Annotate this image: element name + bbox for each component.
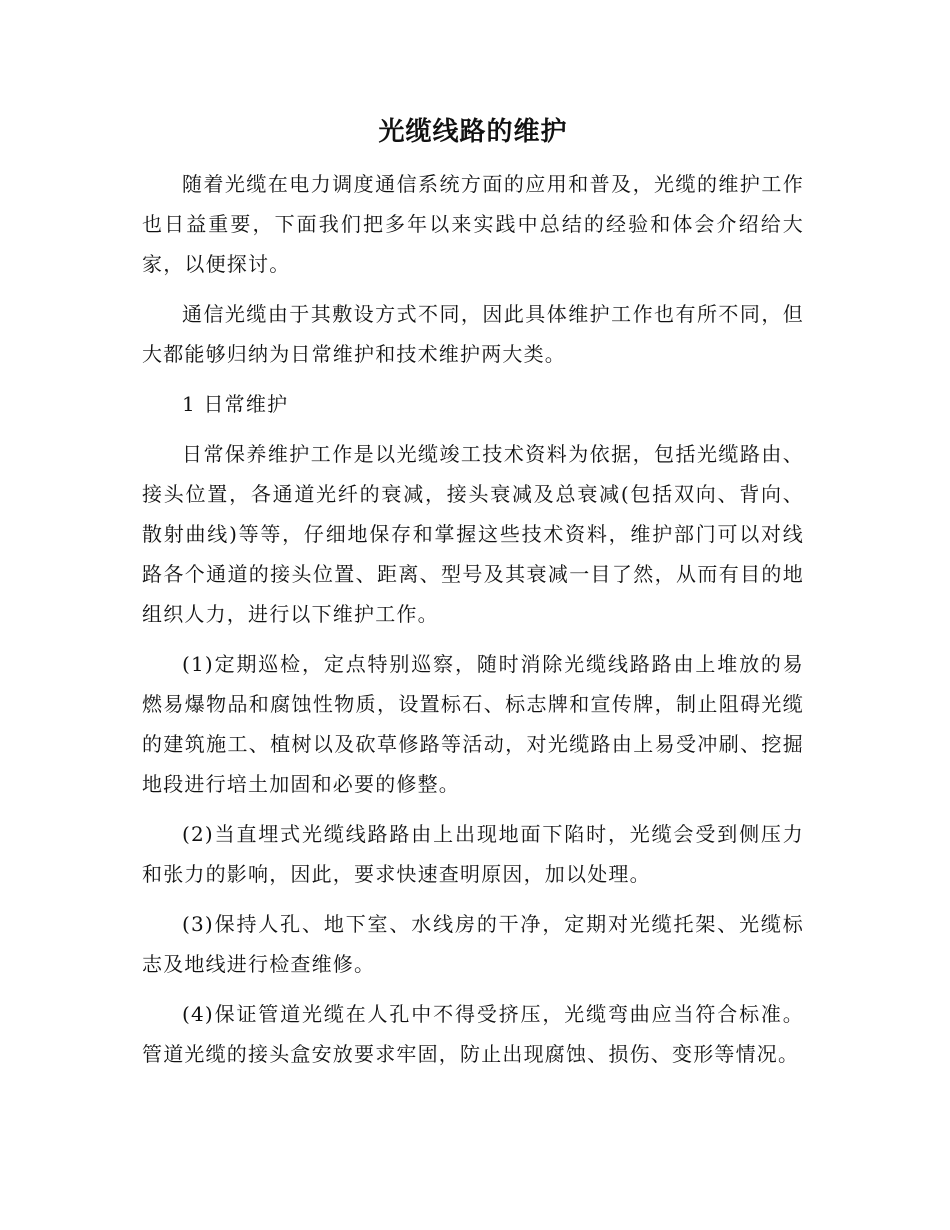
- paragraph-item-4: (4)保证管道光缆在人孔中不得受挤压，光缆弯曲应当符合标准。管道光缆的接头盒安放要求牢固，防止出现腐蚀、损伤、变形等情况。: [142, 1002, 804, 1066]
- paragraph-intro: 随着光缆在电力调度通信系统方面的应用和普及，光缆的维护工作也日益重要，下面我们把多年以来实践中总结的经验和体会介绍给大家，以便探讨。: [142, 172, 804, 276]
- document-title: 光缆线路的维护: [378, 117, 568, 147]
- paragraph-item-2: (2)当直埋式光缆线路路由上出现地面下陷时，光缆会受到侧压力和张力的影响，因此，要求快速查明原因，加以处理。: [142, 822, 804, 886]
- document-body: [142, 110, 804, 1084]
- section-heading-daily-maintenance: 1 日常维护: [182, 392, 289, 416]
- paragraph-item-3: (3)保持人孔、地下室、水线房的干净，定期对光缆托架、光缆标志及地线进行检查维修。: [142, 912, 804, 976]
- paragraph-categories: 通信光缆由于其敷设方式不同，因此具体维护工作也有所不同，但大都能够归纳为日常维护和技术维护两大类。: [142, 302, 804, 366]
- paragraph-daily-maintenance: 日常保养维护工作是以光缆竣工技术资料为依据，包括光缆路由、接头位置，各通道光纤的衰减，接头衰减及总衰减(包括双向、背向、散射曲线)等等，仔细地保存和掌握这些技术资料，维护部门可以对线路各个通道的接头位置、距离、型号及其衰减一目了然，从而有目的地组织人力，进行以下维护工作。: [142, 442, 804, 626]
- paragraph-item-1: (1)定期巡检，定点特别巡察，随时消除光缆线路路由上堆放的易燃易爆物品和腐蚀性物质，设置标石、标志牌和宣传牌，制止阻碍光缆的建筑施工、植树以及砍草修路等活动，对光缆路由上易受冲刷、挖掘地段进行培土加固和必要的修整。: [142, 652, 804, 796]
